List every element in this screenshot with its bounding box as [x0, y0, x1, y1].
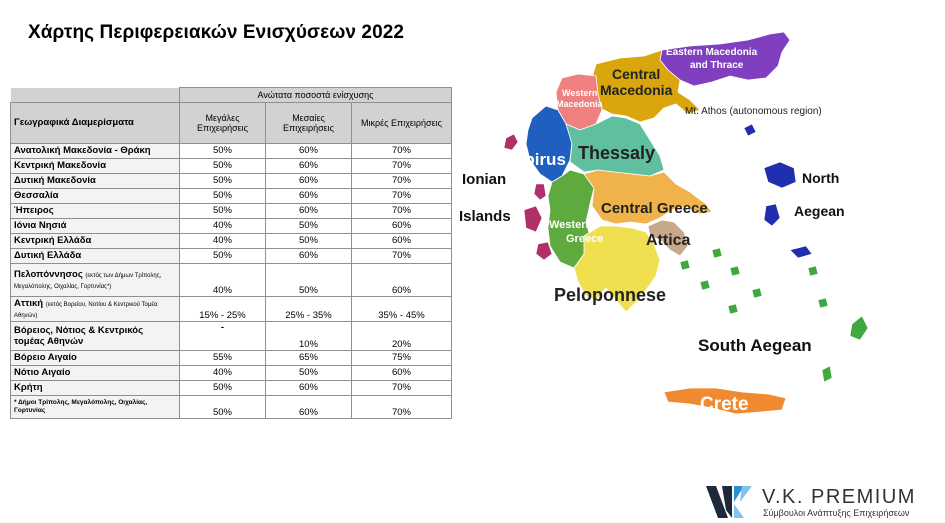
map-label-cm-line1: Central — [612, 66, 661, 82]
medium-rate: 25% - 35% — [266, 296, 352, 321]
aid-rates-table — [10, 87, 452, 419]
table-group-header-row — [11, 88, 452, 103]
map-label-wg-line1: Western — [549, 219, 593, 231]
large-rate: 55% — [180, 350, 266, 365]
region-south-aegean-cyclades-4 — [752, 288, 762, 298]
region-south-aegean-rhodes — [850, 316, 868, 340]
region-ionian-kefalonia — [524, 206, 542, 232]
region-eastern-macedonia-thrace — [660, 32, 790, 86]
large-rate: 50% — [180, 380, 266, 395]
region-name: Θεσσαλία — [11, 188, 180, 203]
region-name: Κεντρική Μακεδονία — [11, 158, 180, 173]
large-rate: 50% — [180, 173, 266, 188]
medium-rate: 60% — [266, 395, 352, 418]
small-rate: 35% - 45% — [352, 296, 452, 321]
region-north-aegean-samos — [790, 246, 812, 258]
medium-rate: 50% — [266, 263, 352, 296]
table-row — [11, 158, 452, 173]
medium-rate: 60% — [266, 380, 352, 395]
large-rate: 50% — [180, 203, 266, 218]
table-footnote-row — [11, 395, 452, 418]
medium-rate: 65% — [266, 350, 352, 365]
region-south-aegean-cyclades-5 — [728, 304, 738, 314]
large-rate: 50% — [180, 188, 266, 203]
small-rate: 70% — [352, 158, 452, 173]
brand-name: V.K. PREMIUM — [762, 486, 916, 508]
region-south-aegean-cyclades-3 — [700, 280, 710, 290]
medium-rate: 60% — [266, 188, 352, 203]
large-rate: 50% — [180, 158, 266, 173]
region-ionian-lefkada — [534, 184, 546, 200]
map-label-peloponnese: Peloponnese — [554, 285, 667, 305]
map-label-central-greece: Central Greece — [601, 200, 708, 217]
table-row — [11, 296, 452, 321]
map-label-ionian-line2: Islands — [459, 208, 511, 225]
region-name: Κρήτη — [11, 380, 180, 395]
region-name: Ήπειρος — [11, 203, 180, 218]
region-north-aegean-chios — [764, 204, 780, 226]
region-north-aegean-lesvos — [764, 162, 796, 188]
footnote-text: * Δήμοι Τρίπολης, Μεγαλόπολης, Οιχαλίας, Γορτυνίας — [11, 395, 180, 418]
small-rate: 60% — [352, 233, 452, 248]
region-name: Βόρειος, Νότιος & Κεντρικός τομέας Αθηνών — [11, 321, 180, 350]
table-row — [11, 203, 452, 218]
small-rate: 60% — [352, 263, 452, 296]
table-row — [11, 350, 452, 365]
region-name: Ιόνια Νησιά — [11, 218, 180, 233]
table-row — [11, 173, 452, 188]
region-note: (εκτός Βορείου, Νοτίου & Κεντρικού Τομέα Αθηνών) — [14, 301, 158, 319]
medium-rate: 60% — [266, 158, 352, 173]
large-rate: 40% — [180, 218, 266, 233]
region-name: Νότιο Αιγαίο — [11, 365, 180, 380]
medium-rate: 50% — [266, 365, 352, 380]
table-row — [11, 365, 452, 380]
small-rate: 60% — [352, 218, 452, 233]
region-name-text: Πελοπόννησος — [14, 268, 83, 280]
map-label-attica: Attica — [646, 232, 691, 249]
map-label-crete: Crete — [700, 394, 749, 415]
map-label-wm-line1: Western — [562, 88, 598, 98]
map-label-cm-line2: Macedonia — [600, 82, 673, 98]
small-rate: 70% — [352, 173, 452, 188]
large-rate: - — [180, 321, 266, 350]
col-header-medium: Μεσαίες Επιχειρήσεις — [266, 102, 352, 143]
region-name: Κεντρική Ελλάδα — [11, 233, 180, 248]
map-label-aegean: Aegean — [794, 203, 845, 219]
group-header: Ανώτατα ποσοστά ενίσχυσης — [180, 88, 452, 103]
brand-tagline: Σύμβουλοι Ανάπτυξης Επιχειρήσεων — [763, 508, 910, 518]
medium-rate: 50% — [266, 233, 352, 248]
map-label-north: North — [802, 170, 840, 186]
map-label-emt-line1: Eastern Macedonia — [666, 47, 758, 58]
large-rate: 40% — [180, 365, 266, 380]
region-name-text: Αττική — [14, 297, 44, 309]
large-rate: 15% - 25% — [180, 296, 266, 321]
large-rate: 50% — [180, 248, 266, 263]
table-row — [11, 380, 452, 395]
medium-rate: 60% — [266, 173, 352, 188]
col-header-region: Γεωγραφικά Διαμερίσματα — [11, 102, 180, 143]
small-rate: 70% — [352, 380, 452, 395]
medium-rate: 50% — [266, 218, 352, 233]
region-south-aegean-cyclades-2 — [730, 266, 740, 276]
table-row — [11, 188, 452, 203]
large-rate: 50% — [180, 143, 266, 158]
large-rate: 40% — [180, 233, 266, 248]
small-rate: 70% — [352, 143, 452, 158]
region-north-aegean-lemnos — [744, 124, 756, 136]
region-name — [11, 296, 180, 321]
small-rate: 70% — [352, 188, 452, 203]
region-south-aegean-cyclades-6 — [680, 260, 690, 270]
medium-rate: 10% — [266, 321, 352, 350]
table-row — [11, 143, 452, 158]
table-row — [11, 233, 452, 248]
region-ionian-corfu — [504, 134, 518, 150]
table-row — [11, 263, 452, 296]
medium-rate: 60% — [266, 248, 352, 263]
table-row — [11, 218, 452, 233]
map-label-epirus: Epirus — [513, 150, 566, 169]
small-rate: 20% — [352, 321, 452, 350]
col-header-small: Μικρές Επιχειρήσεις — [352, 102, 452, 143]
vk-premium-logo-icon — [706, 484, 758, 520]
region-name: Ανατολική Μακεδονία - Θράκη — [11, 143, 180, 158]
map-label-south-aegean: South Aegean — [698, 336, 812, 355]
table-row — [11, 321, 452, 350]
map-label-wg-line2: Greece — [566, 233, 604, 245]
large-rate: 50% — [180, 395, 266, 418]
medium-rate: 60% — [266, 143, 352, 158]
region-south-aegean-dodecanese-3 — [822, 366, 832, 382]
small-rate: 75% — [352, 350, 452, 365]
page-title: Χάρτης Περιφερειακών Ενισχύσεων 2022 — [28, 22, 405, 43]
region-south-aegean-cyclades-1 — [712, 248, 722, 258]
small-rate: 60% — [352, 365, 452, 380]
map-label-athos: Mt. Athos (autonomous region) — [685, 106, 822, 117]
table-row — [11, 248, 452, 263]
region-south-aegean-dodecanese-1 — [808, 266, 818, 276]
region-name — [11, 263, 180, 296]
table-column-header-row — [11, 102, 452, 143]
small-rate: 70% — [352, 203, 452, 218]
map-label-wm-line2: Macedonia — [556, 99, 603, 109]
large-rate: 40% — [180, 263, 266, 296]
region-note: (εκτός των Δήμων Τρίπολης, Μεγαλόπολης, Οιχαλίας, Γορτυνίας*) — [14, 272, 162, 290]
col-header-large: Μεγάλες Επιχειρήσεις — [180, 102, 266, 143]
map-label-ionian-line1: Ionian — [462, 171, 507, 188]
map-label-thessaly: Thessaly — [578, 143, 656, 163]
region-name: Δυτική Μακεδονία — [11, 173, 180, 188]
map-label-emt-line2: and Thrace — [690, 60, 744, 71]
region-name: Βόρειο Αιγαίο — [11, 350, 180, 365]
small-rate: 70% — [352, 248, 452, 263]
medium-rate: 60% — [266, 203, 352, 218]
region-name: Δυτική Ελλάδα — [11, 248, 180, 263]
region-south-aegean-dodecanese-2 — [818, 298, 828, 308]
small-rate: 70% — [352, 395, 452, 418]
